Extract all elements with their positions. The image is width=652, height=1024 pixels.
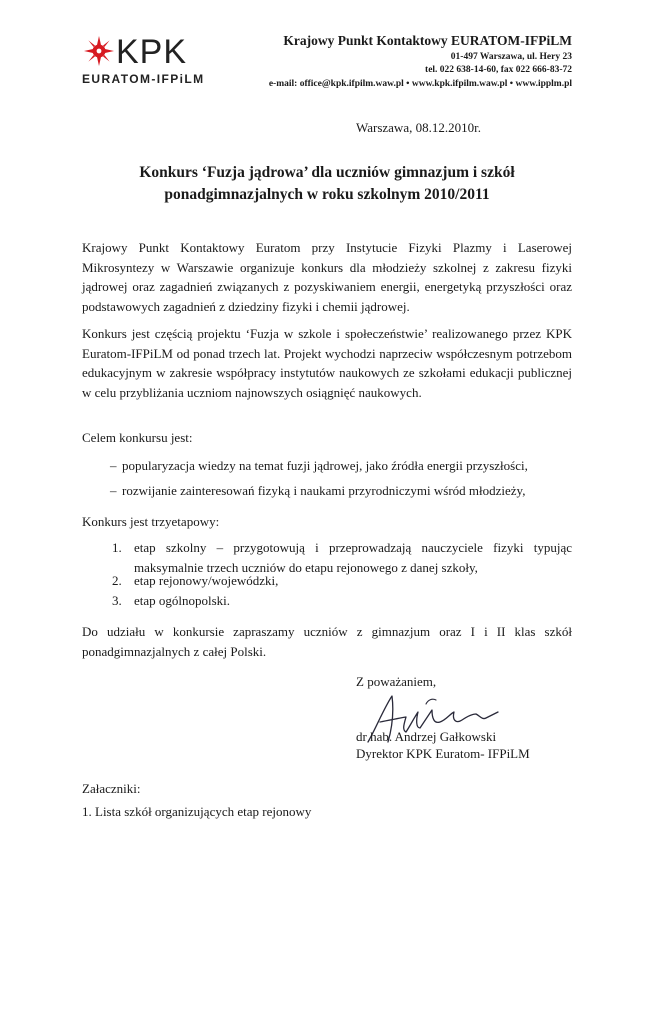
paragraph-intro: Krajowy Punkt Kontaktowy Euratom przy Instytucie Fizyki Plazmy i Laserowej Mikrosyntezy w Warszawie organizuje konkurs dla młodzieży szkolnej z zakresu fizyki jądrowej oraz zagadnień związanych z pozyskiwaniem energii, energetyką przyszłości oraz podstawowych zagadnień z dziedziny fizyki i chemii jądrowej. [82, 240, 572, 314]
stages-intro: Konkurs jest trzyetapowy: [82, 514, 220, 529]
title-line-2: ponadgimnazjalnych w roku szkolnym 2010/2011 [164, 186, 490, 203]
logo-text: KPK [116, 33, 188, 71]
signer-name: dr hab. Andrzej Gałkowski [356, 729, 497, 744]
org-contact: e-mail: office@kpk.ifpilm.waw.pl • www.kpk.ifpilm.waw.pl • www.ipplm.pl [268, 79, 572, 89]
org-name: Krajowy Punkt Kontaktowy EURATOM-IFPiLM [283, 33, 572, 48]
closing: Z poważaniem, [356, 674, 437, 689]
letter-date: Warszawa, 08.12.2010r. [356, 120, 481, 135]
paragraph-invitation: Do udziału w konkursie zapraszamy uczniów z gimnazjum oraz I i II klas szkół ponadgimnazjalnych z całej Polski. [82, 624, 572, 659]
signer-block [356, 728, 530, 762]
signer-position: Dyrektor KPK Euratom- IFPiLM [356, 746, 530, 761]
title-line-1: Konkurs ‘Fuzja jądrowa’ dla uczniów gimnazjum i szkół [139, 164, 515, 181]
attachment-item: 1. Lista szkół organizujących etap rejonowy [82, 804, 312, 819]
letter-title [82, 162, 572, 206]
org-phones: tel. 022 638-14-60, fax 022 666-83-72 [425, 65, 572, 75]
goals-intro: Celem konkursu jest: [82, 430, 193, 445]
attachments-label: Załaczniki: [82, 781, 141, 796]
paragraph-project: Konkurs jest częścią projektu ‘Fuzja w szkole i społeczeństwie’ realizowanego przez KPK Euratom-IFPiLM od ponad trzech lat. Projekt wychodzi naprzeciw współczesnym potrzebom edukacyjnym w zakresie współpracy instytutów naukowych ze szkołami edukacji publicznej w celu przybliżania uczniom najnowszych osiągnięć naukowych. [82, 326, 572, 400]
sun-burst-icon [84, 36, 114, 66]
kpk-logo [82, 32, 205, 98]
logo-subtitle: EURATOM-IFPiLM [82, 72, 205, 86]
org-address: 01-497 Warszawa, ul. Hery 23 [450, 52, 572, 62]
